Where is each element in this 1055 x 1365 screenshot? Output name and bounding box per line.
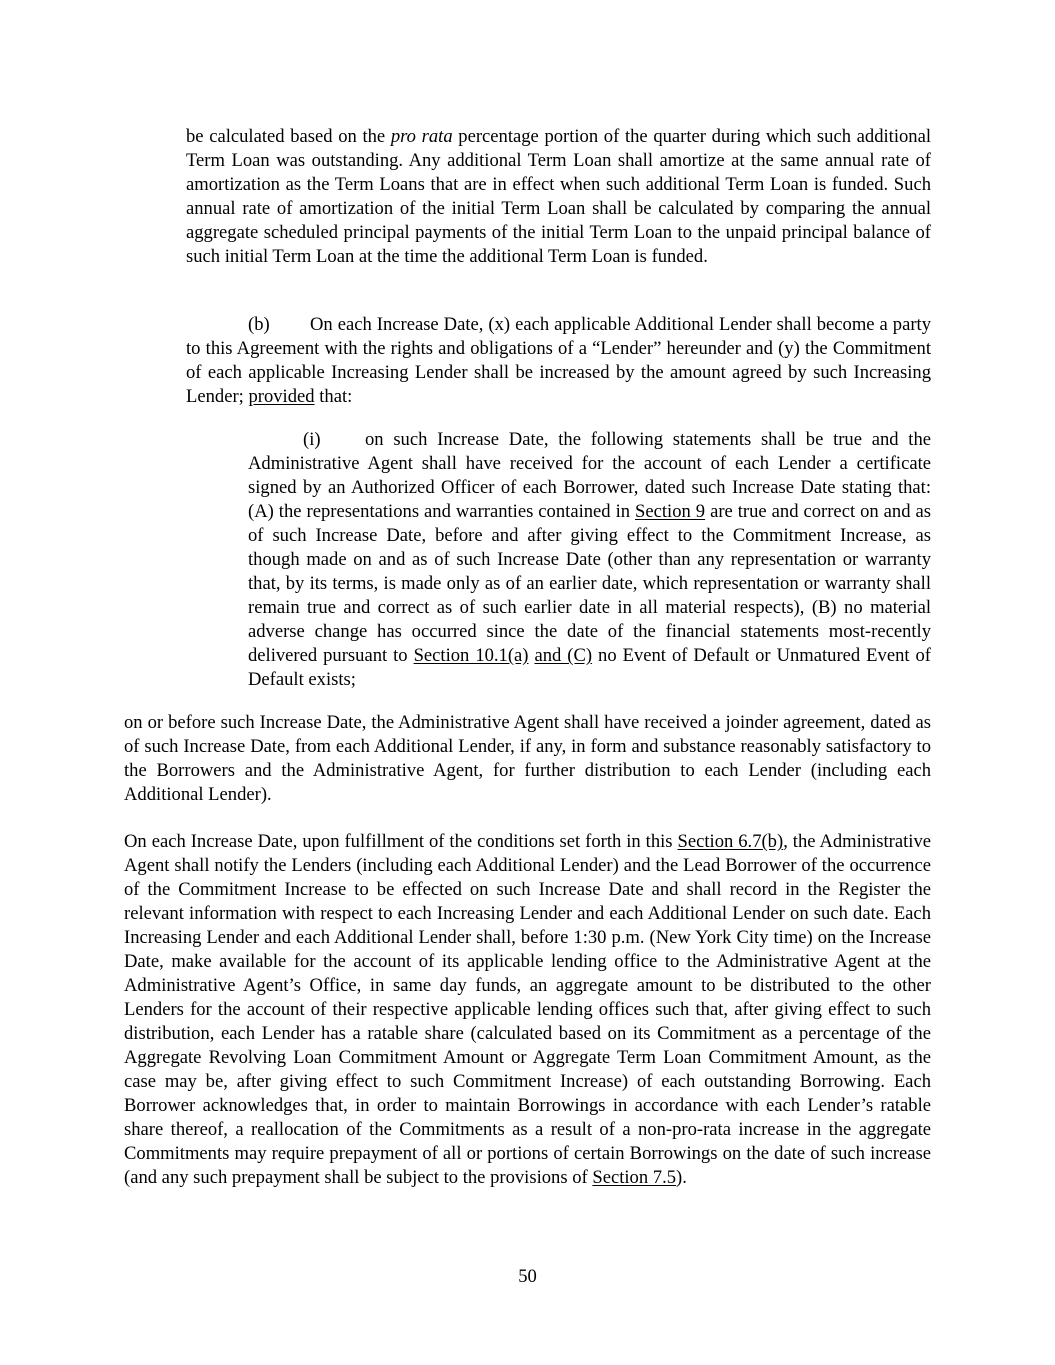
- section-7-5-reference[interactable]: Section 7.5: [592, 1167, 677, 1188]
- p5-text-a: On each Increase Date, upon fulfillment of the conditions set forth in this: [124, 831, 678, 852]
- p3-text-a: on such Increase Date, the following statements shall be true and the Administrative Agent shall have received for the account of each Lender a certificate signed by an Authorized Officer of each Borrower, dated such Increase Date stating that: (A) the representations and warranties contained in: [248, 429, 931, 522]
- paragraph-commitment-increase-notice: [124, 830, 931, 1190]
- clause-label-b: (b): [248, 314, 270, 335]
- paragraph-joinder-agreement: on or before such Increase Date, the Administrative Agent shall have received a joinder agreement, dated as of such Increase Date, from each Additional Lender, if any, in form and substance reasonably satisfactory to the Borrowers and the Administrative Agent, for further distribution to each Lender (including each Additional Lender).: [124, 712, 931, 805]
- paragraph-term-loan-amortization: [186, 125, 931, 269]
- p5-text-c: , the Administrative Agent shall notify the Lenders (including each Additional Lender) and the Lead Borrower of the occurrence of the Commitment Increase to be effected on such Increase Date and shall record in the Register the relevant information with respect to each Increasing Lender and each Additional Lender on such date. Each Increasing Lender and each Additional Lender shall, before 1:30 p.m. (New York City time) on the Increase Date, make available for the account of its applicable lending office to the Administrative Agent at the Administrative Agent’s Office, in same day funds, an aggregate amount to be distributed to the other Lenders for the account of their respective applicable lending offices such that, after giving effect to such distribution, each Lender has a ratable share (calculated based on its Commitment as a percentage of the Aggregate Revolving Loan Commitment Amount or Aggregate Term Loan Commitment Amount, as the case may be, after giving effect to such Commitment Increase) of each outstanding Borrowing. Each Borrower acknowledges that, in order to maintain Borrowings in accordance with each Lender’s ratable share thereof, a reallocation of the Commitments as a result of a non-pro-rata increase in the aggregate Commitments may require prepayment of all or portions of certain Borrowings on the date of such increase (and any such prepayment shall be subject to the provisions of: [124, 831, 931, 1188]
- clause-label-i: (i): [303, 429, 321, 450]
- paragraph-i-conditions: [248, 428, 931, 692]
- p1-italic-pro-rata: pro rata: [390, 126, 453, 147]
- p2-link-provided: provided: [248, 386, 315, 407]
- p3-text-g: no Event of Default or Unmatured Event of Default exists;: [248, 645, 932, 690]
- p2-text-c: that:: [314, 386, 353, 407]
- section-9-reference[interactable]: Section 9: [635, 501, 706, 522]
- p3-text-c: are true and correct on and as of such Increase Date, before and after giving effect to the Commitment Increase, as though made on and as of such Increase Date (other than any representation or warranty that, by its terms, is made only as of an earlier date, which representation or warranty shall remain true and correct as of such earlier date in all material respects), (B) no material adverse change has occurred since the date of the financial statements most-recently delivered pursuant to: [248, 501, 932, 666]
- p1-text-a: be calculated based on the: [186, 126, 391, 147]
- p1-text-c: percentage portion of the quarter during which such additional Term Loan was outstanding. Any additional Term Loan shall amortize at the same annual rate of amortization as the Term Loans that are in effect when such additional Term Loan is funded. Such annual rate of amortization of the initial Term Loan shall be calculated by comparing the annual aggregate scheduled principal payments of the initial Term Loan to the unpaid principal balance of such initial Term Loan at the time the additional Term Loan is funded.: [186, 126, 932, 267]
- p2-text-a: On each Increase Date, (x) each applicable Additional Lender shall become a party to this Agreement with the rights and obligations of a “Lender” hereunder and (y) the Commitment of each applicable Increasing Lender shall be increased by the amount agreed by such Increasing Lender;: [186, 314, 931, 407]
- section-10-1-a-reference[interactable]: Section 10.1(a): [413, 645, 529, 666]
- paragraph-b-increase-date: [186, 313, 931, 409]
- p5-text-e: ).: [676, 1167, 687, 1188]
- section-6-7-b-reference[interactable]: Section 6.7(b): [677, 831, 784, 852]
- page-number: 50: [518, 1266, 537, 1287]
- and-c-underlined: and (C): [534, 645, 593, 666]
